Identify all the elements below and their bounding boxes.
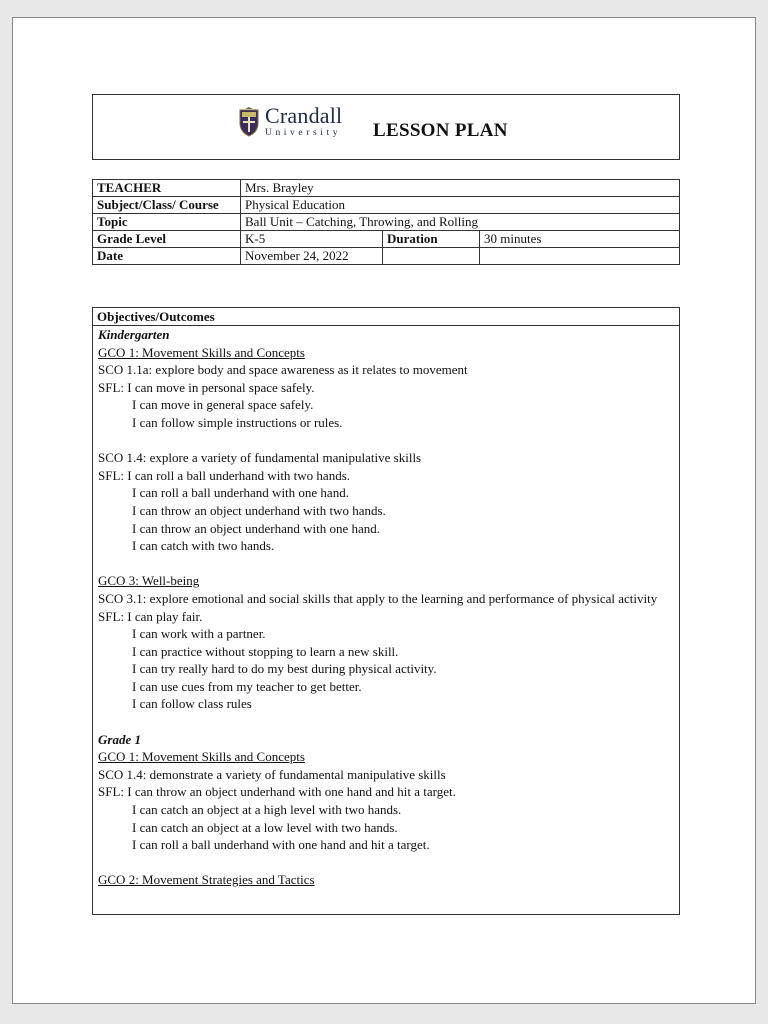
objective-line: SFL: I can play fair. xyxy=(98,608,203,624)
table-row xyxy=(93,248,680,265)
objective-line: SFL: I can roll a ball underhand with two hands. xyxy=(98,467,351,483)
date-label: Date xyxy=(93,248,241,265)
objective-line: GCO 1: Movement Skills and Concepts xyxy=(98,344,305,360)
table-row xyxy=(93,214,680,231)
objective-line: SCO 1.4: demonstrate a variety of fundamental manipulative skills xyxy=(98,766,446,782)
objectives-heading: Objectives/Outcomes xyxy=(93,308,679,326)
spacer xyxy=(98,854,674,872)
document-page xyxy=(12,17,756,1004)
teacher-value: Mrs. Brayley xyxy=(241,180,680,197)
objective-line: I can work with a partner. xyxy=(132,626,266,642)
objective-line: I can follow class rules xyxy=(132,696,252,712)
lesson-info-table xyxy=(92,179,680,265)
objective-line: I can throw an object underhand with one hand. xyxy=(132,520,381,536)
subject-value: Physical Education xyxy=(241,197,680,214)
empty-cell xyxy=(383,248,480,265)
university-crest-icon xyxy=(239,107,259,137)
logo-subtitle: University xyxy=(265,128,342,138)
spacer xyxy=(98,713,674,731)
objective-line: GCO 2: Movement Strategies and Tactics xyxy=(98,872,315,888)
objective-line: SCO 1.4: explore a variety of fundamental manipulative skills xyxy=(98,450,422,466)
objective-line: GCO 3: Well-being xyxy=(98,573,200,589)
objective-line: Grade 1 xyxy=(98,731,141,747)
objective-line: SFL: I can move in personal space safely. xyxy=(98,379,315,395)
table-row xyxy=(93,180,680,197)
page-title: LESSON PLAN xyxy=(373,120,508,141)
objective-line: I can move in general space safely. xyxy=(132,397,314,413)
empty-cell xyxy=(480,248,680,265)
objective-line: Kindergarten xyxy=(98,327,170,342)
grade-level-label: Grade Level xyxy=(93,231,241,248)
objective-line: I can throw an object underhand with two hands. xyxy=(132,502,386,518)
objective-line: I can try really hard to do my best during physical activity. xyxy=(132,661,437,677)
objective-line: I can practice without stopping to learn a new skill. xyxy=(132,643,399,659)
objective-line: GCO 1: Movement Skills and Concepts xyxy=(98,749,305,765)
objective-line: SCO 3.1: explore emotional and social skills that apply to the learning and performance of physical activity xyxy=(98,590,658,606)
logo-name: Crandall xyxy=(265,103,343,128)
topic-label: Topic xyxy=(93,214,241,231)
spacer xyxy=(98,555,674,573)
objective-line: I can roll a ball underhand with one hand and hit a target. xyxy=(132,837,430,853)
date-value: November 24, 2022 xyxy=(241,248,383,265)
topic-value: Ball Unit – Catching, Throwing, and Rolling xyxy=(241,214,680,231)
lesson-plan-header xyxy=(92,94,680,160)
teacher-label: TEACHER xyxy=(93,180,241,197)
objective-line: I can catch an object at a high level with two hands. xyxy=(132,802,402,818)
objective-line: SFL: I can throw an object underhand with one hand and hit a target. xyxy=(98,784,456,800)
grade-level-value: K-5 xyxy=(241,231,383,248)
table-row xyxy=(93,197,680,214)
objective-line: I can use cues from my teacher to get better. xyxy=(132,678,362,694)
duration-value: 30 minutes xyxy=(480,231,680,248)
objective-line: I can roll a ball underhand with one hand. xyxy=(132,485,349,501)
duration-label: Duration xyxy=(383,231,480,248)
objective-line: I can follow simple instructions or rules. xyxy=(132,414,343,430)
spacer xyxy=(98,432,674,450)
subject-label: Subject/Class/ Course xyxy=(93,197,241,214)
crandall-logo xyxy=(239,105,342,139)
objective-line: I can catch an object at a low level with two hands. xyxy=(132,819,398,835)
objectives-body xyxy=(93,326,679,889)
objective-line: I can catch with two hands. xyxy=(132,538,275,554)
objectives-section xyxy=(92,307,680,915)
objective-line: SCO 1.1a: explore body and space awareness as it relates to movement xyxy=(98,362,468,378)
table-row xyxy=(93,231,680,248)
